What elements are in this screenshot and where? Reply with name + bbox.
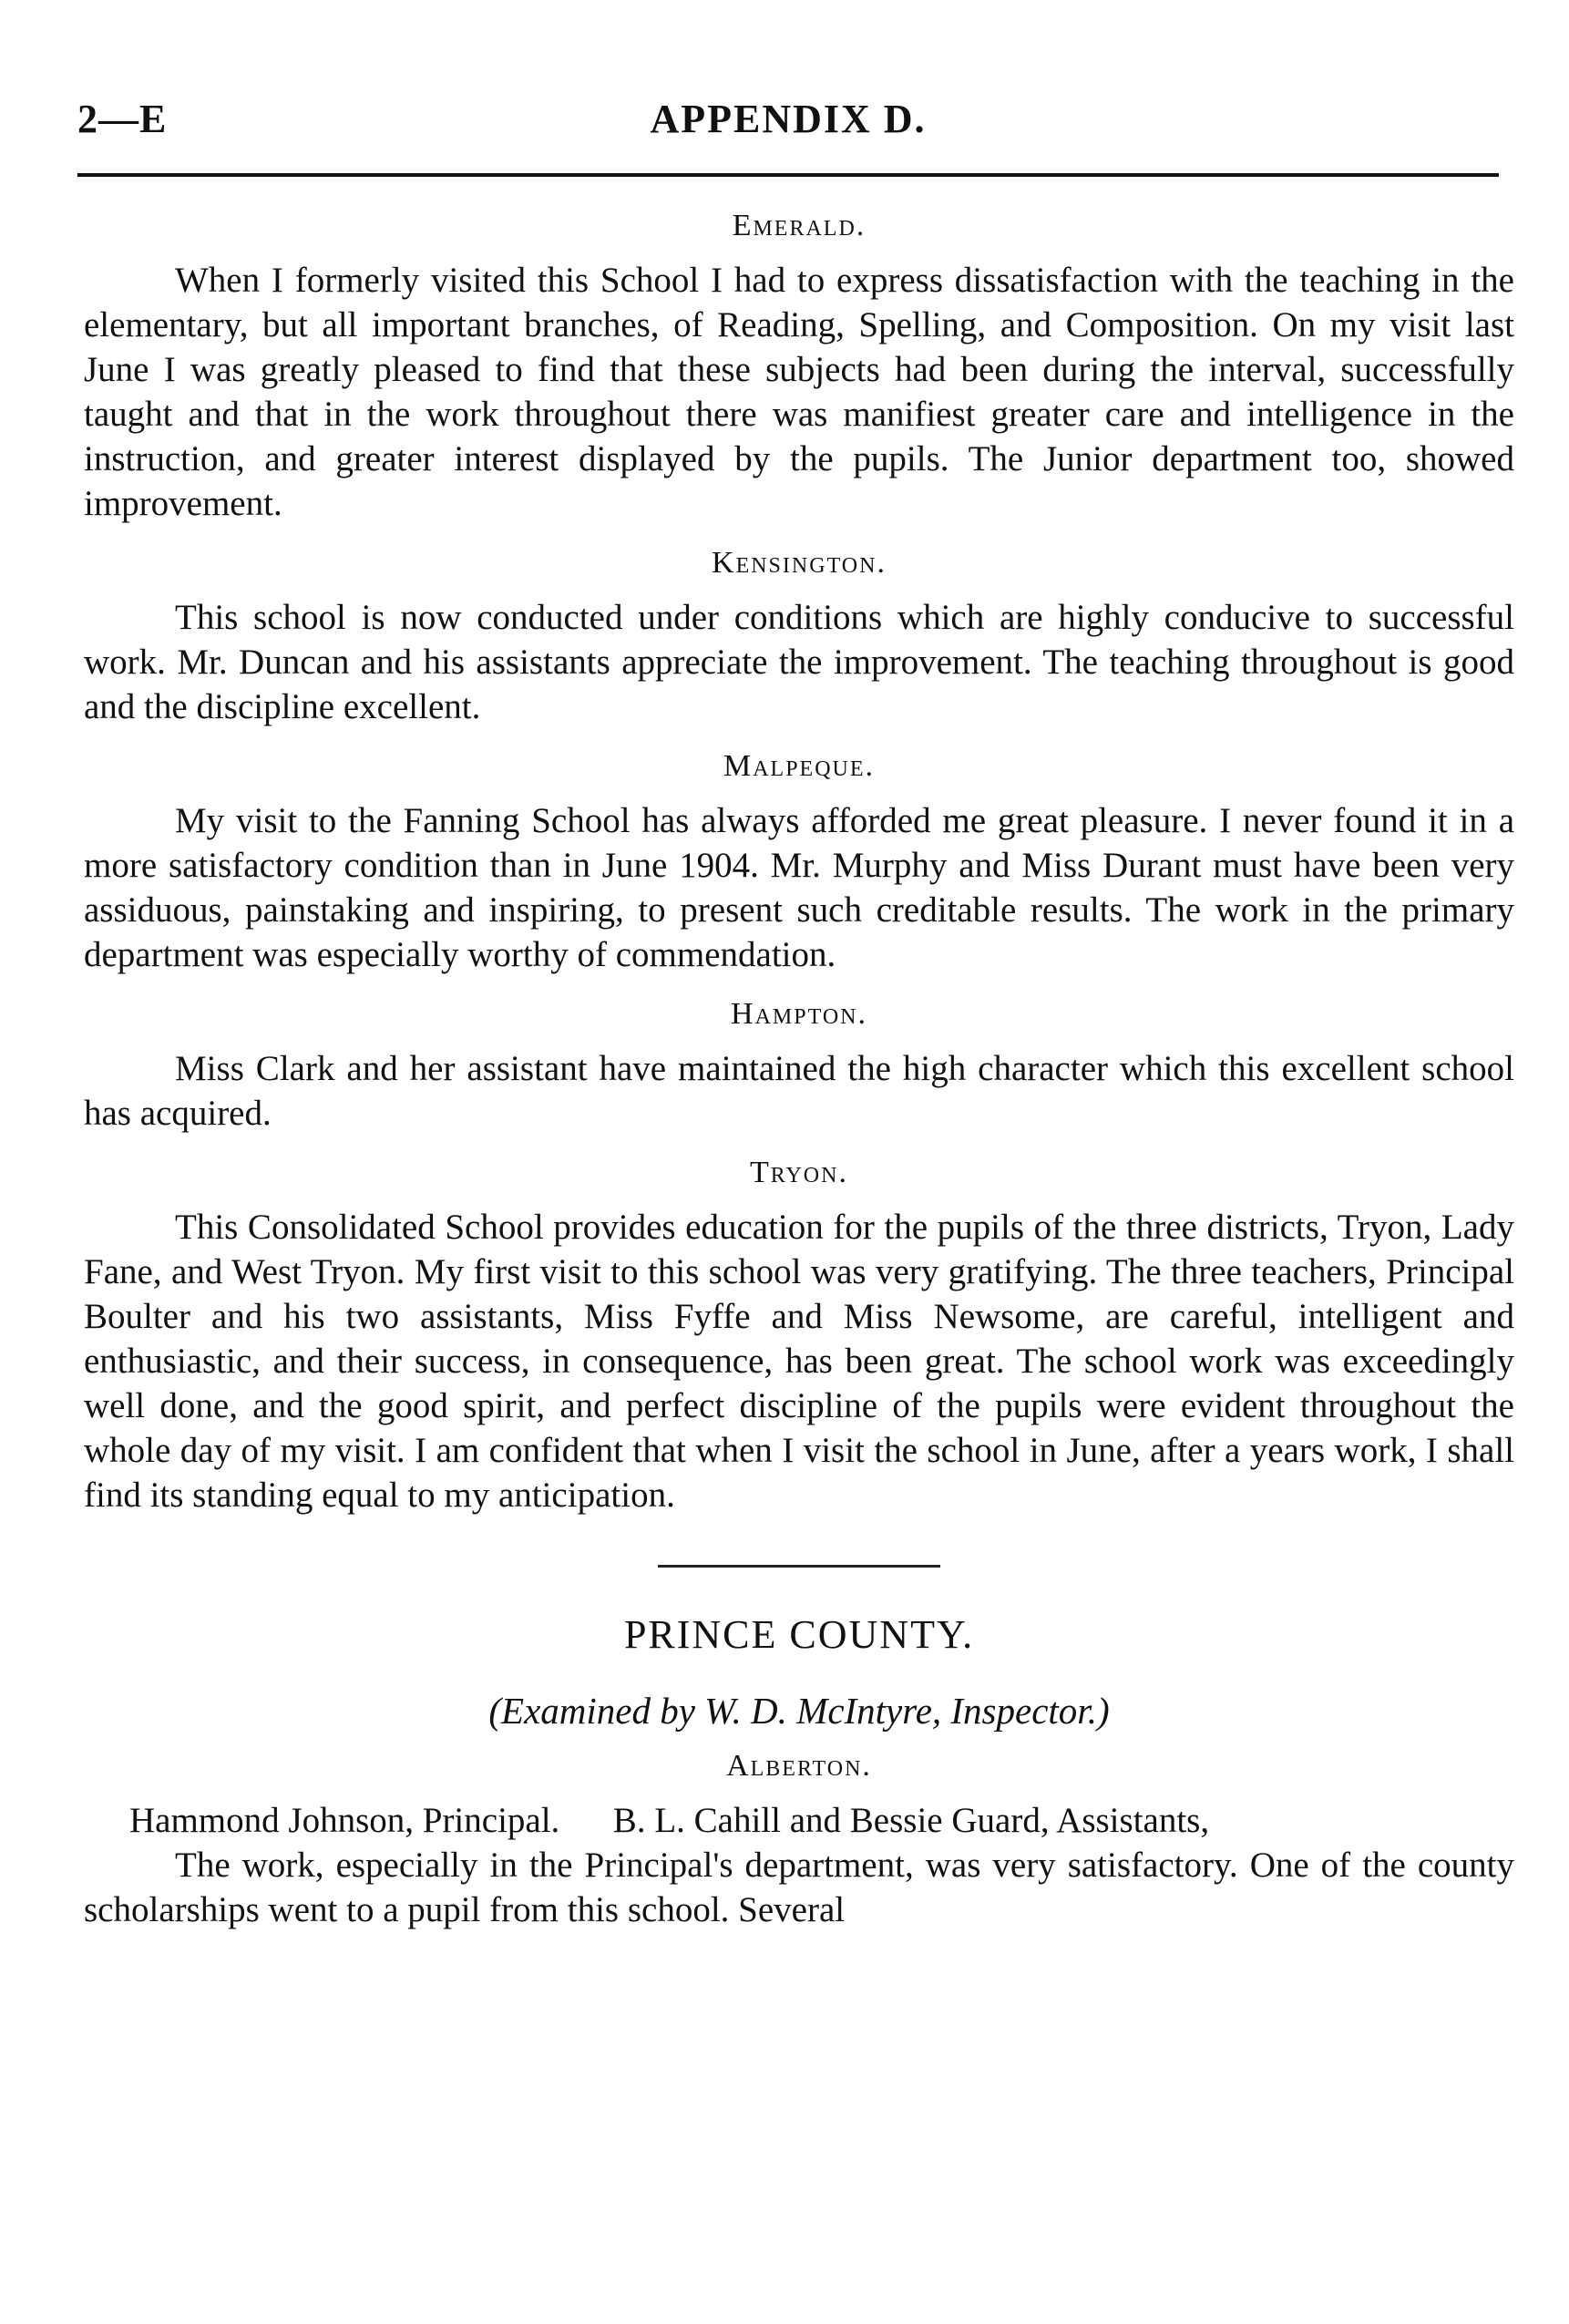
examiner-line: (Examined by W. D. McIntyre, Inspector.) <box>488 1690 1110 1732</box>
section-heading-malpeque: Malpeque. <box>723 749 876 783</box>
section-heading-hampton: Hampton. <box>731 997 867 1031</box>
section-text-alberton: The work, especially in the Principal's department, was very satisfactory. One of the county scholarships went to a pupil from this school. Several <box>84 1846 1514 1929</box>
county-heading: PRINCE COUNTY. <box>623 1612 975 1657</box>
section-text-malpeque: My visit to the Fanning School has always afforded me great pleasure. I never found it in a more satisfactory condition than in June 1904. Mr. Murphy and Miss Durant must have been very assiduous, painstaking and inspiring, to present such creditable results. The work in the primary department was especially worthy of commendation. <box>84 801 1514 974</box>
section-text-hampton: Miss Clark and her assistant have maintained the high character which this excellent school has acquired. <box>84 1049 1514 1133</box>
section-heading-alberton: Alberton. <box>726 1749 872 1783</box>
running-head: APPENDIX D. <box>650 97 927 141</box>
section-divider <box>658 1565 940 1568</box>
section-heading-emerald: Emerald. <box>732 209 867 242</box>
staff-line: Hammond Johnson, Principal. B. L. Cahill and Bessie Guard, Assistants, <box>129 1801 1210 1840</box>
section-text-tryon: This Consolidated School provides education for the pupils of the three districts, Tryon, Lady Fane, and West Tryon. My first visit to this school was very gratifying. The three teachers, Principal Boulter and his two assistants, Miss Fyffe and Miss Newsome, are careful, intelligent and enthusiastic, and their success, in consequence, has been great. The school work was exceedingly well done, and the good spirit, and perfect discipline of the pupils were evident throughout the whole day of my visit. I am confident that when I visit the school in June, after a years work, I shall find its standing equal to my anticipation. <box>84 1208 1514 1515</box>
section-heading-kensington: Kensington. <box>712 546 887 580</box>
page-number: 2—E <box>77 97 168 141</box>
section-heading-tryon: Tryon. <box>750 1156 848 1189</box>
header-rule <box>77 173 1499 177</box>
section-text-emerald: When I formerly visited this School I had to express dissatisfaction with the teaching in the elementary, but all important branches, of Reading, Spelling, and Composition. On my visit last June I was greatly pleased to find that these subjects had been during the interval, successfully taught and that in the work throughout there was manifiest greater care and intelligence in the instruction, and greater interest displayed by the pupils. The Junior department too, showed improvement. <box>84 261 1514 523</box>
page-header <box>77 96 1499 159</box>
section-text-kensington: This school is now conducted under conditions which are highly conducive to successful work. Mr. Duncan and his assistants appreciate the improvement. The teaching throughout is good and the discipline excellent. <box>84 598 1514 726</box>
page-body <box>84 196 1514 1952</box>
